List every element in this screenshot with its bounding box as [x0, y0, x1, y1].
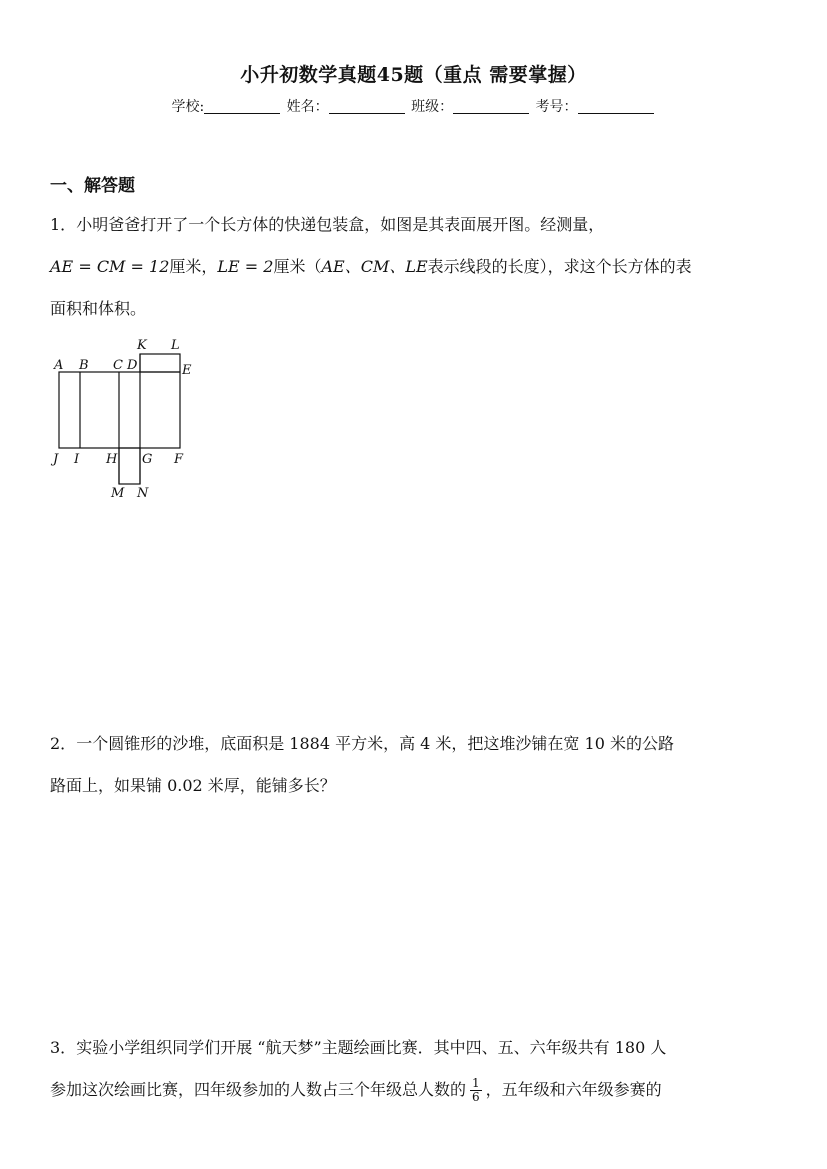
net-bottom-flap: [119, 448, 140, 484]
exam-no-blank[interactable]: [578, 99, 654, 114]
name-blank[interactable]: [329, 99, 405, 114]
net-top-flap: [140, 354, 180, 372]
label-g: G: [142, 452, 153, 467]
name-label: 姓名：: [286, 99, 329, 115]
label-b: B: [79, 358, 89, 373]
section-title: 一、解答题: [50, 176, 135, 196]
fraction-one-sixth: $\frac{1}{6}$: [472, 1076, 480, 1104]
question-1-line-1: 1．小明爸爸打开了一个长方体的快递包装盒，如图是其表面展开图。经测量，: [50, 215, 605, 234]
label-h: H: [106, 452, 118, 467]
question-2: [50, 723, 780, 807]
question-3-line-1: 3．实验小学组织同学们开展 “航天梦”主题绘画比赛．其中四、五、六年级共有 180 人: [50, 1038, 667, 1057]
label-e: E: [182, 363, 192, 378]
exam-no-label: 考号：: [535, 99, 578, 115]
label-c: C: [113, 358, 123, 373]
class-blank[interactable]: [453, 99, 529, 114]
label-i: I: [74, 452, 80, 467]
label-n: N: [137, 486, 149, 501]
class-label: 班级：: [411, 99, 454, 115]
label-j: J: [53, 452, 59, 467]
label-d: D: [127, 358, 138, 373]
question-1-line-3: 面积和体积。: [50, 299, 147, 318]
page-title: 小升初数学真题45题（重点 需要掌握）: [240, 64, 587, 86]
question-1-line-2: AE = CM = 12厘米，LE = 2厘米（AE、CM、LE表示线段的长度），求这个长方体的表: [50, 257, 692, 276]
label-f: F: [174, 452, 184, 467]
question-1: [50, 204, 780, 330]
question-3: [50, 1027, 780, 1111]
question-2-line-2: 路面上，如果铺 0.02 米厚，能铺多长？: [50, 776, 336, 795]
box-net-figure: [46, 334, 206, 504]
label-m: M: [111, 486, 125, 501]
question-2-line-1: 2．一个圆锥形的沙堆，底面积是 1884 平方米，高 4 米，把这堆沙铺在宽 10 米的公路: [50, 734, 674, 753]
label-k: K: [137, 338, 147, 353]
school-blank[interactable]: [204, 99, 280, 114]
student-info-line: [0, 96, 827, 116]
question-3-line-2: 参加这次绘画比赛，四年级参加的人数占三个年级总人数的 $\frac{1}{6}$ ，五年级和六年级参赛的: [50, 1076, 662, 1104]
school-label: 学校:: [171, 99, 205, 115]
label-l: L: [171, 338, 180, 353]
label-a: A: [54, 358, 64, 373]
